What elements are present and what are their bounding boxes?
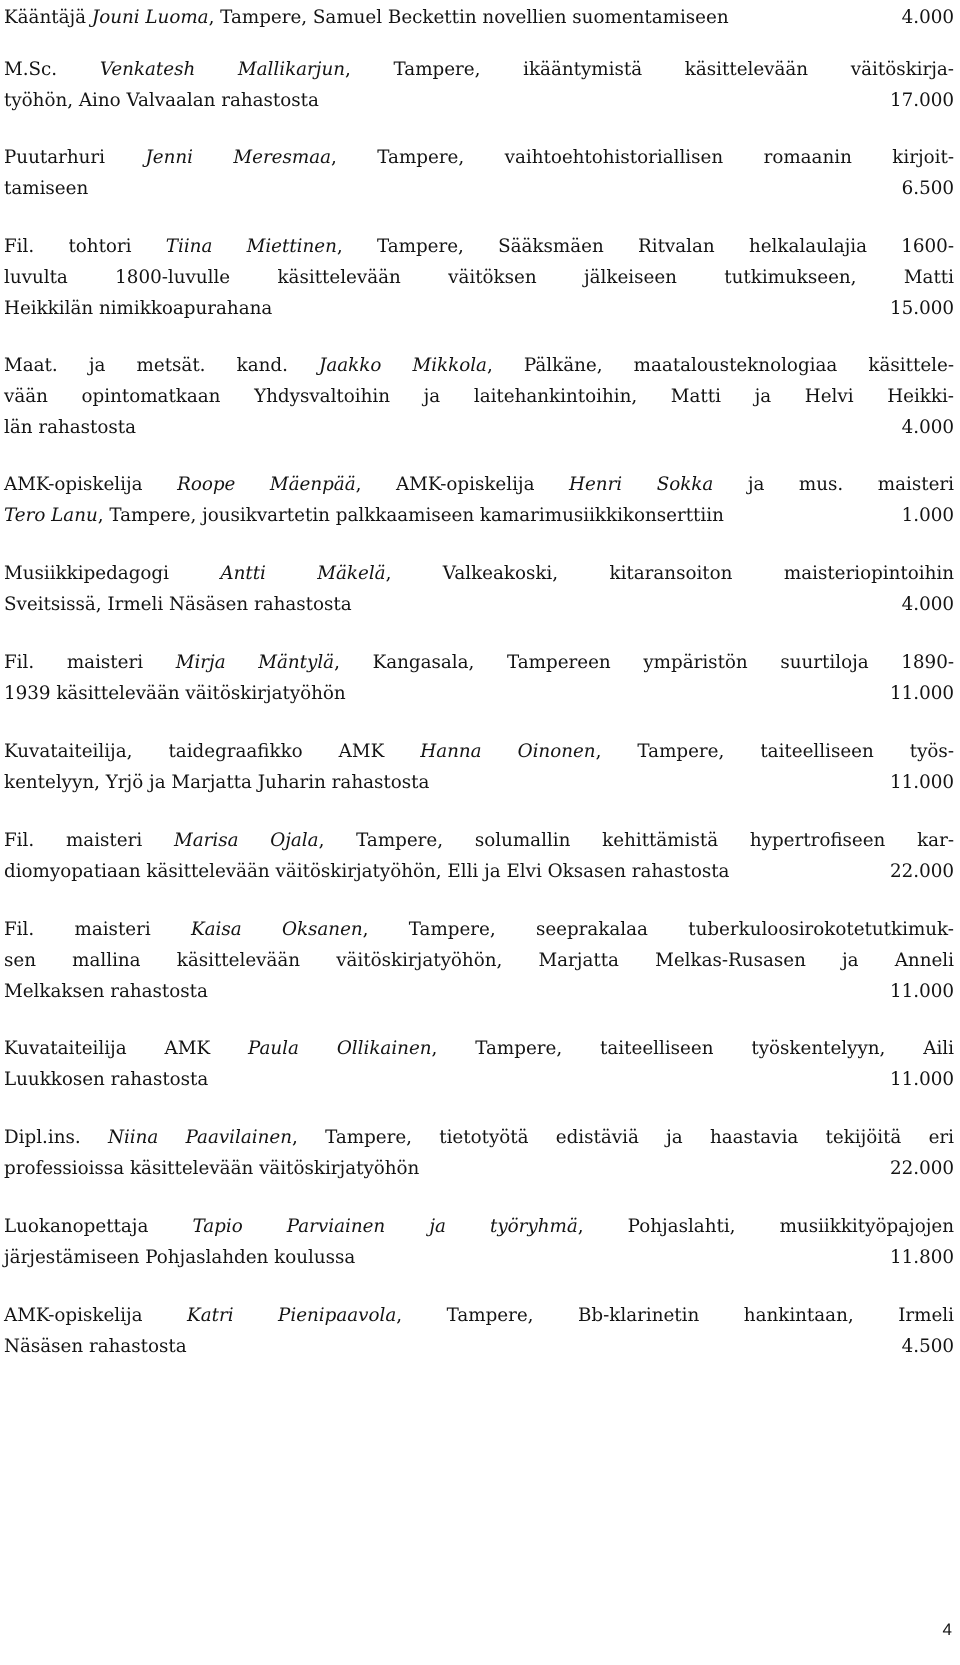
- grant-amount: 17.000: [890, 90, 954, 111]
- text-line: [4, 231, 954, 262]
- recipient-name: Jouni Luoma: [91, 7, 209, 28]
- text-segment: , Pälkäne, maatalousteknologiaa käsittele-: [486, 355, 954, 376]
- text-line: [4, 142, 954, 173]
- text-line: [4, 293, 954, 324]
- text-line: [4, 500, 954, 531]
- text-segment: Melkaksen rahastosta: [4, 981, 208, 1002]
- text-line: [4, 945, 954, 976]
- text-segment: Puutarhuri: [4, 147, 146, 168]
- recipient-name: Kaisa Oksanen: [190, 919, 363, 940]
- text-segment: tamiseen: [4, 178, 89, 199]
- text-segment: , Tampere, jousikvartetin palkkaamiseen kamarimusiikkikonserttiin: [97, 505, 724, 526]
- text-segment: , Pohjaslahti, musiikkityöpajojen: [577, 1216, 954, 1237]
- text-line: [4, 1242, 954, 1273]
- recipient-name: Venkatesh Mallikarjun: [99, 59, 346, 80]
- grant-description: [4, 1033, 954, 1095]
- text-segment: Luokanopettaja: [4, 1216, 193, 1237]
- grant-amount: 4.500: [901, 1336, 954, 1357]
- text-line: [4, 1122, 954, 1153]
- text-segment: , Tampere, Sääksmäen Ritvalan helkalaulajia 1600-: [336, 236, 954, 257]
- grant-description: [4, 2, 954, 33]
- grant-description: [4, 1300, 954, 1362]
- text-segment: Fil. maisteri: [4, 830, 174, 851]
- grant-description: [4, 142, 954, 204]
- text-segment: Sveitsissä, Irmeli Näsäsen rahastosta: [4, 594, 352, 615]
- text-line: [4, 54, 954, 85]
- grant-description: [4, 914, 954, 1007]
- text-line: [4, 914, 954, 945]
- text-line: [4, 1211, 954, 1242]
- recipient-name: Tero Lanu: [4, 505, 98, 526]
- grant-entry: [4, 736, 954, 798]
- recipient-name: Hanna Oinonen: [420, 741, 596, 762]
- text-line: [4, 736, 954, 767]
- recipient-name: Mirja Mäntylä: [175, 652, 335, 673]
- text-segment: M.Sc.: [4, 59, 100, 80]
- grant-entry: [4, 1033, 954, 1095]
- grant-entry: [4, 2, 954, 33]
- text-line: [4, 678, 954, 709]
- text-segment: Fil. maisteri: [4, 652, 176, 673]
- text-segment: , Tampere, vaihtoehtohistoriallisen romaanin kirjoit-: [331, 147, 955, 168]
- grant-description: [4, 1122, 954, 1184]
- recipient-name: Marisa Ojala: [173, 830, 319, 851]
- grant-entry: [4, 469, 954, 531]
- text-line: [4, 412, 954, 443]
- text-line: [4, 856, 954, 887]
- text-segment: 1939 käsittelevään väitöskirjatyöhön: [4, 683, 346, 704]
- grant-entry: [4, 1300, 954, 1362]
- text-line: [4, 173, 954, 204]
- text-segment: , Tampere, Bb-klarinetin hankintaan, Irmeli: [396, 1305, 954, 1326]
- text-segment: Musiikkipedagogi: [4, 563, 221, 584]
- text-segment: Kuvataiteilija, taidegraafikko AMK: [4, 741, 421, 762]
- text-line: [4, 647, 954, 678]
- recipient-name: Katri Pienipaavola: [187, 1305, 397, 1326]
- text-line: [4, 589, 954, 620]
- grant-description: [4, 231, 954, 324]
- text-segment: Kääntäjä: [4, 7, 92, 28]
- text-segment: järjestämiseen Pohjaslahden koulussa: [4, 1247, 356, 1268]
- grant-amount: 11.800: [890, 1247, 954, 1268]
- grant-amount: 11.000: [890, 683, 954, 704]
- text-segment: AMK-opiskelija: [4, 474, 178, 495]
- text-segment: Näsäsen rahastosta: [4, 1336, 187, 1357]
- grant-entry: [4, 914, 954, 1007]
- grant-entry: [4, 558, 954, 620]
- text-segment: Luukkosen rahastosta: [4, 1069, 209, 1090]
- text-line: [4, 767, 954, 798]
- grant-entry: [4, 54, 954, 116]
- grant-description: [4, 736, 954, 798]
- grant-description: [4, 1211, 954, 1273]
- text-line: [4, 1153, 954, 1184]
- grant-amount: 1.000: [901, 505, 954, 526]
- grant-entry: [4, 647, 954, 709]
- grant-description: [4, 647, 954, 709]
- text-segment: professioissa käsittelevään väitöskirjatyöhön: [4, 1158, 420, 1179]
- text-line: [4, 469, 954, 500]
- text-segment: vään opintomatkaan Yhdysvaltoihin ja laitehankintoihin, Matti ja Helvi Heikki-: [4, 386, 954, 407]
- text-line: [4, 976, 954, 1007]
- text-segment: Dipl.ins.: [4, 1127, 108, 1148]
- text-segment: luvulta 1800-luvulle käsittelevään väitöksen jälkeiseen tutkimukseen, Matti: [4, 267, 954, 288]
- grant-description: [4, 350, 954, 443]
- text-segment: , Tampere, ikääntymistä käsittelevään väitöskirja-: [345, 59, 954, 80]
- text-line: [4, 558, 954, 589]
- text-line: [4, 2, 954, 33]
- text-segment: ja mus. maisteri: [713, 474, 954, 495]
- text-segment: AMK-opiskelija: [4, 1305, 188, 1326]
- text-line: [4, 1033, 954, 1064]
- recipient-name: Paula Ollikainen: [248, 1038, 432, 1059]
- grant-description: [4, 54, 954, 116]
- text-segment: Fil. tohtori: [4, 236, 166, 257]
- text-line: [4, 262, 954, 293]
- text-segment: , Kangasala, Tampereen ympäristön suurtiloja 1890-: [334, 652, 954, 673]
- grant-description: [4, 558, 954, 620]
- text-segment: , Tampere, Samuel Beckettin novellien suomentamiseen: [208, 7, 729, 28]
- grant-amount: 11.000: [890, 772, 954, 793]
- text-segment: , Tampere, taiteelliseen työs-: [595, 741, 954, 762]
- grant-amount: 4.000: [901, 417, 954, 438]
- text-segment: työhön, Aino Valvaalan rahastosta: [4, 90, 319, 111]
- text-segment: , Tampere, tietotyötä edistäviä ja haastavia tekijöitä eri: [292, 1127, 954, 1148]
- grant-amount: 15.000: [890, 298, 954, 319]
- text-line: [4, 85, 954, 116]
- grant-entry: [4, 825, 954, 887]
- text-segment: , Valkeakoski, kitaransoiton maisteriopintoihin: [385, 563, 954, 584]
- grant-entry: [4, 231, 954, 324]
- text-segment: sen mallina käsittelevään väitöskirjatyöhön, Marjatta Melkas-Rusasen ja Anneli: [4, 950, 954, 971]
- recipient-name: Jenni Meresmaa: [145, 147, 332, 168]
- text-segment: , AMK-opiskelija: [355, 474, 570, 495]
- grant-entry: [4, 1211, 954, 1273]
- grant-entry: [4, 142, 954, 204]
- text-segment: , Tampere, seeprakalaa tuberkuloosirokotetutkimuk-: [362, 919, 954, 940]
- grant-entry: [4, 350, 954, 443]
- recipient-name: Henri Sokka: [569, 474, 714, 495]
- text-line: [4, 1331, 954, 1362]
- text-segment: län rahastosta: [4, 417, 137, 438]
- recipient-name: Tiina Miettinen: [165, 236, 337, 257]
- text-line: [4, 350, 954, 381]
- page-number: 4: [942, 1620, 952, 1639]
- grant-amount: 6.500: [901, 178, 954, 199]
- recipient-name: Tapio Parviainen ja työryhmä: [192, 1216, 578, 1237]
- recipient-name: Antti Mäkelä: [220, 563, 386, 584]
- grant-amount: 11.000: [890, 981, 954, 1002]
- grant-description: [4, 825, 954, 887]
- grant-entry: [4, 1122, 954, 1184]
- text-segment: , Tampere, solumallin kehittämistä hypertrofiseen kar-: [318, 830, 954, 851]
- text-line: [4, 1064, 954, 1095]
- text-segment: Maat. ja metsät. kand.: [4, 355, 320, 376]
- text-line: [4, 381, 954, 412]
- grant-amount: 22.000: [890, 861, 954, 882]
- grant-amount: 22.000: [890, 1158, 954, 1179]
- text-segment: , Tampere, taiteelliseen työskentelyyn, Aili: [431, 1038, 955, 1059]
- grant-amount: 4.000: [901, 7, 954, 28]
- text-line: [4, 1300, 954, 1331]
- text-segment: Heikkilän nimikkoapurahana: [4, 298, 273, 319]
- text-line: [4, 825, 954, 856]
- text-segment: Fil. maisteri: [4, 919, 191, 940]
- text-segment: Kuvataiteilija AMK: [4, 1038, 249, 1059]
- grant-amount: 4.000: [901, 594, 954, 615]
- grant-amount: 11.000: [890, 1069, 954, 1090]
- recipient-name: Roope Mäenpää: [177, 474, 356, 495]
- text-segment: kentelyyn, Yrjö ja Marjatta Juharin rahastosta: [4, 772, 430, 793]
- grant-description: [4, 469, 954, 531]
- text-segment: diomyopatiaan käsittelevään väitöskirjatyöhön, Elli ja Elvi Oksasen rahastosta: [4, 861, 730, 882]
- recipient-name: Jaakko Mikkola: [319, 355, 487, 376]
- recipient-name: Niina Paavilainen: [107, 1127, 292, 1148]
